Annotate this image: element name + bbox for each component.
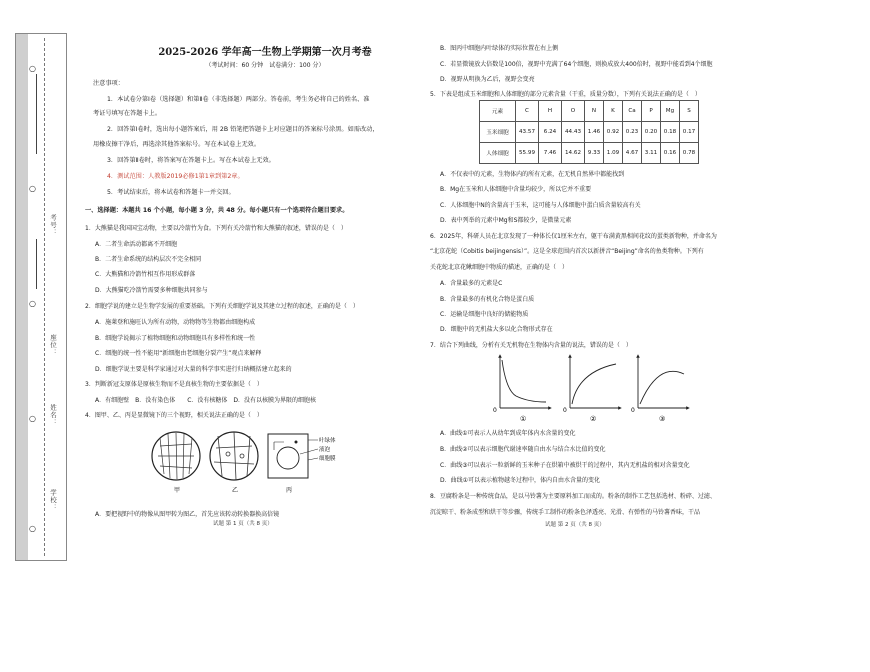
table-cell: 3.11 [642, 143, 661, 164]
table-cell: 1.09 [604, 143, 623, 164]
question-stem: 关花蛇北京花鳅细胞中物质的描述，正确的是（ ） [430, 264, 569, 271]
option: B．Mg在玉米和人体细胞中含量均较少，所以它并不重要 [440, 186, 592, 193]
label-bing: 丙 [286, 487, 293, 494]
option: C．细胞的统一性不能用“新细胞由老细胞分裂产生”观点来解释 [95, 350, 262, 357]
option: C．曲线③可以表示一粒新鲜的玉米种子在烘箱中被烘干的过程中，其内无机盐的相对含量变化 [440, 462, 690, 469]
notice-item: 3．回答第Ⅱ卷时，将答案写在答题卡上。写在本试卷上无效。 [107, 157, 275, 164]
notice-item: 1．本试卷分第Ⅰ卷（选择题）和第Ⅱ卷（非选择题）两部分。答卷前，考生务必将自己的姓名、准 [107, 96, 370, 103]
table-cell: 人体细胞 [480, 143, 516, 164]
table-header-cell: S [680, 101, 699, 122]
table-header-cell: P [642, 101, 661, 122]
option: C．若显微镜放大倍数是100倍，视野中充满了64个细胞，则换成放大400倍时，视野中能看到4个细胞 [440, 61, 713, 68]
option: A．施莱登和施旺认为所有动物，动物物等生物都由细胞构成 [95, 319, 256, 326]
binding-dot: ○ [29, 64, 36, 73]
option: A．有细胞壁 B．没有染色体 C．没有核糖体 D．没有以核膜为界限的细胞核 [95, 397, 317, 404]
question-stem: 1．大熊猫是我国国宝动物，主要以冷箭竹为食。下列有关冷箭竹和大熊猫的叙述，错误的是（ ） [85, 225, 347, 232]
option: A．含量最多的元素是C [440, 280, 503, 287]
table-cell: 0.20 [642, 122, 661, 143]
binding-dot: ○ [29, 414, 36, 423]
table-header-cell: Ca [623, 101, 642, 122]
option: D．细胞中的无机盐大多以化合物形式存在 [440, 326, 553, 333]
table-header-cell: C [516, 101, 539, 122]
binding-label: 座位： [49, 334, 57, 357]
option: D．细胞学说主要是科学家通过对大量的科学事实进行归纳概括建立起来的 [95, 366, 292, 373]
notice-item: 用橡皮擦干净后，再选涂其他答案标号。写在本试卷上无效。 [93, 141, 261, 148]
table-cell: 0.92 [604, 122, 623, 143]
question-stem: “北京花蛇（Cobitis beijingensis）”。这是全球范围内首次以新拼音“Beijing”命名的鱼类物种。下列有 [430, 248, 704, 255]
table-row [480, 143, 699, 164]
microscope-figure [150, 430, 370, 495]
label-yi: 乙 [232, 487, 239, 494]
curve-2 [572, 364, 616, 404]
element-table [479, 100, 699, 164]
notice-item: 2．回答第Ⅰ卷时，选出每小题答案后，用 2B 铅笔把答题卡上对应题目的答案标号涂黑。如需改动， [107, 126, 379, 133]
question-stem: 4．图甲、乙、丙是显微镜下的三个视野，相关说法正确的是（ ） [85, 412, 263, 419]
view-bing [268, 434, 308, 478]
option: B．曲线②可以表示细胞代谢速率随自由水与结合水比值的变化 [440, 446, 606, 453]
binding-label: 考号： [49, 214, 57, 237]
section-heading: 一、选择题：本题共 16 个小题，每小题 3 分，共 48 分。每小题只有一个选项符合题目要求。 [85, 207, 349, 214]
exam-title: 2025-2026 学年高一生物上学期第一次月考卷 [158, 47, 372, 58]
option: B．二者生命系统的结构层次不完全相同 [95, 256, 202, 263]
table-cell: 43.57 [516, 122, 539, 143]
option: C．大熊猫和冷箭竹相互作用形成群落 [95, 271, 196, 278]
table-header-row [480, 101, 699, 122]
notice-item: 5．考试结束后，将本试卷和答题卡一并交回。 [107, 189, 235, 196]
graph-label-2: ② [590, 415, 597, 423]
question-stem: 3．判断新冠支原体是原核生物而不是真核生物的主要依据是（ ） [85, 381, 263, 388]
binding-margin [15, 33, 67, 561]
table-cell: 7.46 [539, 143, 562, 164]
notice-item: 考证号填写在答题卡上。 [93, 110, 162, 117]
table-header-cell: H [539, 101, 562, 122]
table-row [480, 122, 699, 143]
cut-line [44, 38, 45, 556]
option: C．运输是细胞中良好的储能物质 [440, 311, 529, 318]
curve-3 [640, 371, 684, 404]
binding-dot: ○ [29, 184, 36, 193]
question-stem: 5．下表是组成玉米细胞和人体细胞的部分元素含量（干重，质量分数），下列有关说法正确的是（ ） [430, 91, 701, 98]
notice-item-scope: 4．测试范围：人教版2019必修1第1章到第2章。 [107, 173, 244, 180]
table-header-cell: K [604, 101, 623, 122]
question-stem: 沉淀晾干、粉条成型和烘干等步骤，传统手工制作的粉条色泽透亮、光滑、有弹性的马铃薯香味，干品 [430, 509, 701, 516]
question-stem: 7．结合下列曲线，分析有关无机物在生物体内含量的说法，错误的是（ ） [430, 342, 632, 349]
option: D．曲线①可以表示植物越冬过程中，体内自由水含量的变化 [440, 477, 601, 484]
table-cell: 44.43 [562, 122, 585, 143]
option: D．视野从明换为乙后，视野会变亮 [440, 76, 535, 83]
option: C．人体细胞中N的含量高于玉米，这可能与人体细胞中蛋白质含量较高有关 [440, 202, 641, 209]
graph-label-3: ③ [659, 415, 666, 423]
graph-label-1: ① [520, 415, 527, 423]
callout-membrane: 细胞膜 [319, 456, 336, 462]
binding-dot: ○ [29, 299, 36, 308]
option: B．含量最多的有机化合物是蛋白质 [440, 296, 535, 303]
origin-label: 0 [631, 407, 635, 414]
option: A．曲线①可表示人从幼年到成年体内水含量的变化 [440, 430, 576, 437]
table-cell: 9.33 [585, 143, 604, 164]
question-stem: 8．豆腐粉条是一种传统食品，是以马铃薯为主要原料加工而成的。粉条的制作工艺包括选材、粉碎、过滤、 [430, 493, 716, 500]
question-stem: 6．2025年，科研人员在北京发现了一种体长仅1厘米左右，躯干布满黄黑相间花纹的蛋类新物种，并命名为 [430, 233, 717, 240]
origin-label: 0 [563, 407, 567, 414]
table-cell: 0.23 [623, 122, 642, 143]
table-cell: 0.78 [680, 143, 699, 164]
table-cell: 0.17 [680, 122, 699, 143]
option: A．二者生命活动都离不开细胞 [95, 241, 178, 248]
label-jia: 甲 [174, 487, 181, 494]
callout-chloroplast: 叶绿体 [319, 438, 336, 444]
chloroplast [295, 441, 298, 444]
table-cell: 0.18 [661, 122, 680, 143]
binding-strip [16, 34, 28, 560]
notice-heading: 注意事项： [93, 80, 124, 87]
table-cell: 55.99 [516, 143, 539, 164]
binding-label: 学校： [49, 489, 57, 512]
question-stem: 2．细胞学说的建立是生物学发展的重要基础。下列有关细胞学说及其建立过程的叙述，正确的是（ ） [85, 303, 359, 310]
binding-label: 姓名： [49, 404, 57, 427]
page-footer: 试题 第 1 页（共 8 页） [213, 521, 273, 527]
table-header-cell: 元素 [480, 101, 516, 122]
option: B．细胞学说揭示了植物细胞和动物细胞具有多样性和统一性 [95, 335, 256, 342]
curve-figure [488, 350, 718, 425]
page-footer: 试题 第 2 页（共 8 页） [545, 522, 605, 528]
option: A．不仅表中的元素，生物体内的所有元素，在无机自然界中都能找到 [440, 171, 625, 178]
table-cell: 0.16 [661, 143, 680, 164]
callout-vacuole: 液泡 [319, 447, 331, 453]
binding-line [36, 239, 37, 289]
origin-label: 0 [493, 407, 497, 414]
table-header-cell: N [585, 101, 604, 122]
exam-subtitle: （考试时间：60 分钟 试卷满分：100 分） [205, 62, 325, 69]
binding-line [36, 74, 37, 154]
option: A．要把视野中的物像从图甲转为图乙，首先应该转动转换器换高倍镜 [95, 511, 280, 518]
binding-dot: ○ [29, 524, 36, 533]
table-header-cell: Mg [661, 101, 680, 122]
table-cell: 1.46 [585, 122, 604, 143]
table-cell: 6.24 [539, 122, 562, 143]
option: D．大熊猫吃冷箭竹需要多种细胞共同参与 [95, 287, 208, 294]
curve-1 [502, 360, 546, 402]
table-cell: 14.62 [562, 143, 585, 164]
table-cell: 4.67 [623, 143, 642, 164]
option: B．图丙中细胞内叶绿体的实际位置在右上侧 [440, 45, 559, 52]
option: D．表中列举的元素中Mg和S都较少，是微量元素 [440, 217, 572, 224]
table-header-cell: O [562, 101, 585, 122]
table-cell: 玉米细胞 [480, 122, 516, 143]
